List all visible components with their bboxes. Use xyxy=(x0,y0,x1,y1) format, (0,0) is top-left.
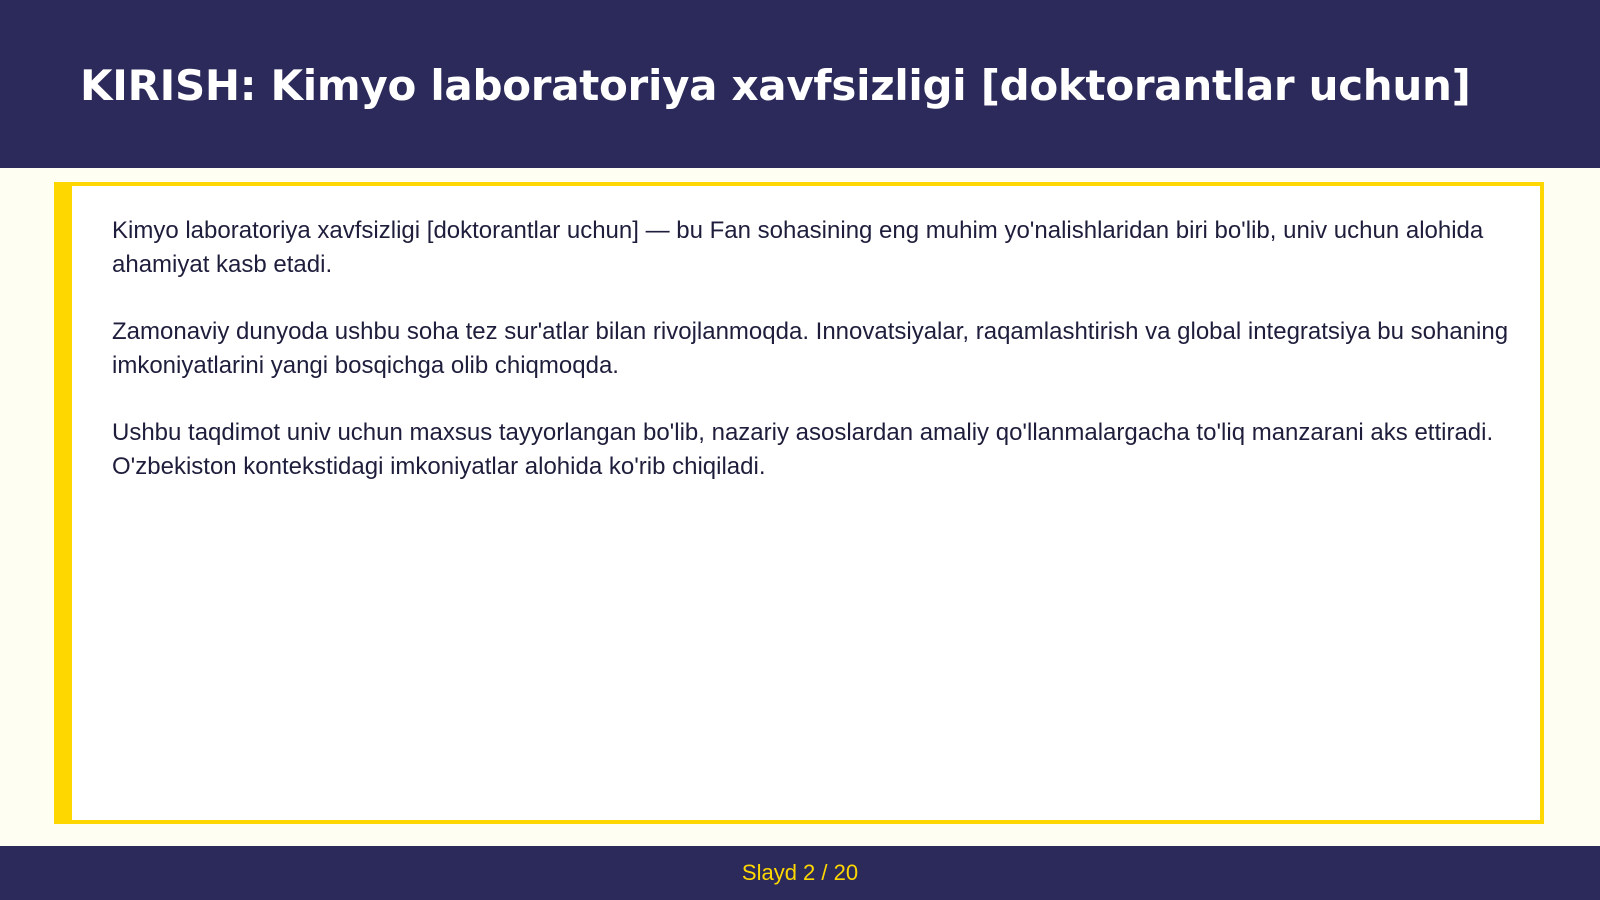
paragraph-presentation-scope: Ushbu taqdimot univ uchun maxsus tayyorlangan bo'lib, nazariy asoslardan amaliy qo'llanmalargacha to'liq manzarani aks ettiradi. O'zbekiston kontekstidagi imkoniyatlar alohida ko'rib chiqiladi. xyxy=(112,419,1494,480)
paragraph-intro: Kimyo laboratoriya xavfsizligi [doktorantlar uchun] — bu Fan sohasining eng muhim yo'nalishlaridan biri bo'lib, univ uchun alohida ahamiyat kasb etadi. xyxy=(112,217,1484,278)
slide-title: KIRISH: Kimyo laboratoriya xavfsizligi [doktorantlar uchun] xyxy=(80,61,1471,110)
content-paragraphs xyxy=(112,214,1512,517)
content-box xyxy=(54,182,1544,824)
slide-footer xyxy=(0,846,1600,900)
slide-header xyxy=(0,0,1600,168)
paragraph-modern-world: Zamonaviy dunyoda ushbu soha tez sur'atlar bilan rivojlanmoqda. Innovatsiyalar, raqamlashtirish va global integratsiya bu sohaning imkoniyatlarini yangi bosqichga olib chiqmoqda. xyxy=(112,318,1509,379)
slide-counter: Slayd 2 / 20 xyxy=(741,860,859,885)
